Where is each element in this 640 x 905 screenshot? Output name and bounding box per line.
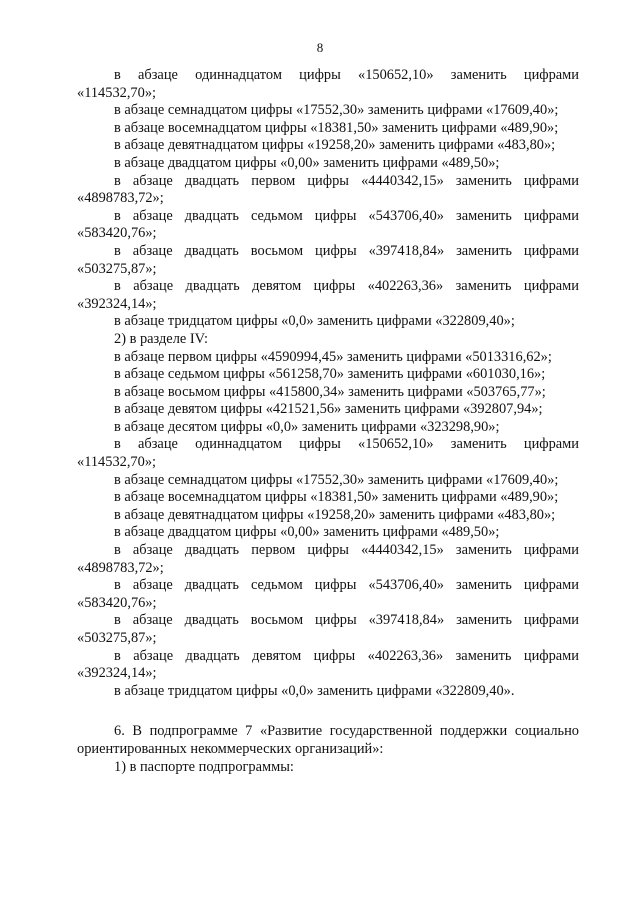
paragraph: в абзаце двадцатом цифры «0,00» заменить цифрами «489,50»; (114, 524, 500, 541)
paragraph: в абзаце двадцать седьмом цифры «543706,40» заменить цифрами «583420,76»; (77, 207, 579, 242)
paragraph: в абзаце двадцать восьмом цифры «397418,84» заменить цифрами «503275,87»; (77, 612, 579, 646)
paragraph: в абзаце восемнадцатом цифры «18381,50» заменить цифрами «489,90»; (114, 489, 559, 506)
paragraph: в абзаце первом цифры «4590994,45» заменить цифрами «5013316,62»; (114, 348, 552, 365)
paragraph: в абзаце одиннадцатом цифры «150652,10» заменить цифрами «114532,70»; (77, 436, 579, 471)
paragraph: 1) в паспорте подпрограммы: (114, 758, 294, 775)
paragraph: в абзаце десятом цифры «0,0» заменить цифрами «323298,90»; (114, 418, 500, 435)
paragraph: в абзаце семнадцатом цифры «17552,30» заменить цифрами «17609,40»; (114, 471, 559, 488)
paragraph: в абзаце двадцатом цифры «0,00» заменить цифрами «489,50»; (114, 154, 500, 171)
document-body (77, 67, 579, 776)
paragraph: в абзаце семнадцатом цифры «17552,30» заменить цифрами «17609,40»; (114, 102, 559, 119)
paragraph: в абзаце тридцатом цифры «0,0» заменить цифрами «322809,40»; (114, 313, 515, 330)
paragraph: в абзаце девятнадцатом цифры «19258,20» заменить цифрами «483,80»; (114, 506, 556, 523)
paragraph: в абзаце двадцать первом цифры «4440342,15» заменить цифрами «4898783,72»; (77, 542, 579, 576)
paragraph: в абзаце девятнадцатом цифры «19258,20» заменить цифрами «483,80»; (114, 137, 556, 154)
section-heading: 2) в разделе IV: (114, 330, 208, 347)
section-heading: 6. В подпрограмме 7 «Развитие государственной поддержки социально ориентированных некоммерческих организаций»: (77, 723, 579, 757)
paragraph: в абзаце двадцать седьмом цифры «543706,40» заменить цифрами «583420,76»; (77, 577, 579, 611)
paragraph: в абзаце восьмом цифры «415800,34» заменить цифрами «503765,77»; (114, 383, 546, 400)
paragraph: в абзаце двадцать первом цифры «4440342,15» заменить цифрами «4898783,72»; (77, 172, 579, 207)
paragraph: в абзаце двадцать восьмом цифры «397418,84» заменить цифрами «503275,87»; (77, 242, 579, 277)
paragraph: в абзаце двадцать девятом цифры «402263,36» заменить цифрами «392324,14»; (77, 647, 579, 682)
paragraph: в абзаце седьмом цифры «561258,70» заменить цифрами «601030,16»; (114, 366, 546, 383)
paragraph: в абзаце тридцатом цифры «0,0» заменить цифрами «322809,40». (114, 682, 515, 699)
paragraph: в абзаце восемнадцатом цифры «18381,50» заменить цифрами «489,90»; (114, 119, 559, 136)
paragraph: в абзаце одиннадцатом цифры «150652,10» заменить цифрами «114532,70»; (77, 67, 579, 101)
paragraph: в абзаце двадцать девятом цифры «402263,36» заменить цифрами «392324,14»; (77, 278, 579, 312)
page-number: 8 (316, 40, 324, 55)
paragraph: в абзаце девятом цифры «421521,56» заменить цифрами «392807,94»; (114, 401, 543, 418)
